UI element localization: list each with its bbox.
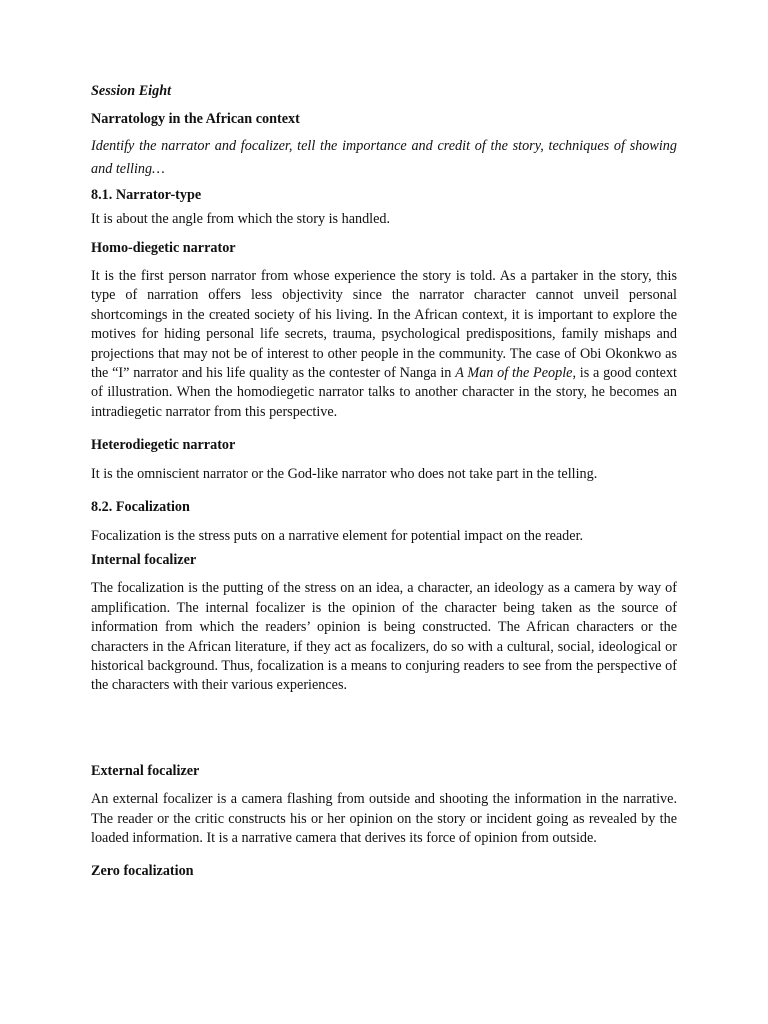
heading-narrator-type: 8.1. Narrator-type: [91, 186, 202, 203]
heading-heterodiegetic: Heterodiegetic narrator: [91, 437, 236, 454]
homo-diegetic-paragraph: [91, 267, 677, 422]
heterodiegetic-paragraph: It is the omniscient narrator or the God-like narrator who does not take part in the telling.: [91, 465, 598, 482]
main-heading: Narratology in the African context: [91, 111, 300, 128]
heading-zero-focalization: Zero focalization: [91, 863, 194, 880]
narrator-type-intro: It is about the angle from which the story is handled.: [91, 211, 391, 228]
homo-text-part1: It is the first person narrator from whose experience the story is told. As a partaker in the story, this type of narration offers less objectivity since the narrator character cannot unveil personal shortcomings in the created society of his living. In the African context, it is important to explore the motives for hiding personal life secrets, trauma, psychological predispositions, family mishaps and projections that may not be of interest to other people in the community. The case of Obi Okonkwo as the “I” narrator and his life quality as the contester of Nanga in: [91, 268, 677, 382]
heading-external-focalizer: External focalizer: [91, 762, 200, 779]
subtitle: Identify the narrator and focalizer, tell the importance and credit of the story, techniques of showing and telling…: [91, 137, 677, 177]
heading-homo-diegetic: Homo-diegetic narrator: [91, 239, 236, 256]
focalization-intro: Focalization is the stress puts on a narrative element for potential impact on the reader.: [91, 527, 584, 544]
homo-text-part2: , is a good context of illustration. When the homodiegetic narrator talks to another character in the story, he becomes an intradiegetic narrator from this perspective.: [91, 365, 677, 420]
internal-focalizer-paragraph: The focalization is the putting of the stress on an idea, a character, an ideology as a camera by way of amplification. The internal focalizer is the opinion of the character being taken as the source of information from which the readers’ opinion is being constructed. The African characters or the characters in the African literature, if they act as focalizers, do so with a cultural, social, ideological or historical background. Thus, focalization is a means to conjuring readers to see from the perspective of the characters with their various experiences.: [91, 580, 677, 694]
book-title: A Man of the People: [455, 365, 573, 382]
heading-internal-focalizer: Internal focalizer: [91, 551, 197, 568]
external-focalizer-paragraph: An external focalizer is a camera flashing from outside and shooting the information in the narrative. The reader or the critic constructs his or her opinion on the story or incident going as revealed by the loaded information. It is a narrative camera that derives its force of opinion from outside.: [91, 791, 677, 846]
heading-focalization: 8.2. Focalization: [91, 499, 190, 516]
session-title: Session Eight: [91, 83, 172, 99]
document-page: [91, 82, 677, 882]
